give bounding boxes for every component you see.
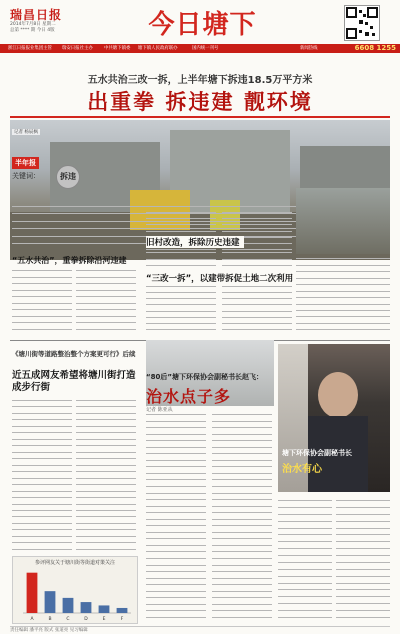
chart-bar bbox=[117, 608, 128, 613]
article-column bbox=[336, 500, 390, 618]
sidebar-keyword-label: 关键词： bbox=[12, 172, 40, 180]
article-column bbox=[146, 252, 216, 266]
nav-item: 中共塘下镇委 bbox=[104, 46, 131, 51]
chart-bar bbox=[99, 605, 110, 613]
chart-bar bbox=[63, 598, 74, 613]
article-column bbox=[12, 270, 72, 330]
sidebar-keyword: 拆违 bbox=[56, 165, 80, 189]
article-column bbox=[212, 414, 272, 618]
section-title-1: “五水共治”，重拳拆除沿河违建 bbox=[12, 256, 127, 265]
sidebar-tag-label: 半年报 bbox=[12, 157, 39, 169]
chart-bar bbox=[81, 602, 92, 613]
contact-number: 6608 1255 bbox=[354, 44, 396, 52]
divider bbox=[10, 116, 390, 118]
paper-name: 瑞昌日报 bbox=[10, 8, 63, 22]
article-column bbox=[76, 270, 136, 330]
issue-meta bbox=[10, 22, 56, 34]
chart-tick-label: E bbox=[102, 617, 106, 622]
nav-item: 国内统一刊号 bbox=[192, 46, 219, 51]
left-article-headline: 近五成网友希望将塘川街打造成步行街 bbox=[12, 370, 136, 393]
mid-article-headline: 治水点子多 bbox=[146, 387, 232, 406]
portrait-photo bbox=[278, 344, 390, 492]
nav-item: 瑞安日报社主办 bbox=[62, 46, 93, 51]
portrait-caption-a: 塘下环保协会副秘书长 bbox=[282, 449, 352, 457]
article-column bbox=[278, 500, 332, 618]
chart-bar bbox=[45, 591, 56, 613]
photo-credit: 记者 杨辰枫 bbox=[14, 130, 38, 135]
section-title-3: “三改一拆”，以建带拆促土地二次利用 bbox=[146, 274, 294, 284]
chart-tick-label: F bbox=[120, 617, 124, 622]
article-column bbox=[222, 252, 292, 266]
section-title-2: 旧村改造，拆除历史违建 bbox=[146, 236, 244, 248]
lead-kicker: 五水共治三改一拆，上半年塘下拆违18.5万平方米 bbox=[87, 75, 313, 86]
mid-article-byline: 记者 陈亚从 bbox=[146, 407, 173, 413]
chart-tick-label: C bbox=[66, 617, 70, 622]
chart-tick-label: A bbox=[30, 617, 34, 622]
article-column bbox=[296, 278, 390, 330]
mid-article-kicker: “80后”塘下环保协会副秘书长赵飞： bbox=[146, 373, 263, 381]
chart-tick-label: B bbox=[48, 617, 52, 622]
lead-headline: 出重拳 拆违建 靓环境 bbox=[87, 90, 313, 114]
qr-code-icon bbox=[344, 5, 380, 41]
bar-chart bbox=[13, 567, 137, 623]
contact-label: 新闻热线 bbox=[300, 46, 318, 51]
chart-bar bbox=[27, 573, 38, 613]
section-title: 今日塘下 bbox=[148, 10, 257, 40]
demolition-photo bbox=[296, 188, 390, 254]
chart-panel bbox=[12, 556, 138, 624]
left-article-kicker: 《塘川街等道路整治整个方案更可行》后续 bbox=[12, 350, 136, 358]
article-column bbox=[12, 400, 72, 550]
article-column bbox=[146, 286, 216, 330]
portrait-caption-b: 治水有心 bbox=[282, 464, 322, 475]
nav-bar bbox=[0, 44, 400, 53]
chart-tick-label: D bbox=[84, 617, 88, 622]
article-column bbox=[222, 286, 292, 330]
article-column bbox=[146, 414, 206, 618]
nav-item: 浙江日报报业集团主管 bbox=[8, 46, 52, 51]
chart-title: 参评网友关于塘川街等街道对策关注 bbox=[34, 560, 115, 566]
nav-item: 塘下镇人民政府联办 bbox=[138, 46, 178, 51]
footer-credit: 责任编辑 潘平亮 版式 张道亮 见习编辑 bbox=[10, 628, 88, 633]
issue-number: 总第 **** 期 今日 4版 bbox=[10, 28, 55, 33]
article-column bbox=[76, 400, 136, 550]
article-column bbox=[296, 258, 390, 272]
issue-date: 2014年7月8日 星期二 bbox=[10, 22, 56, 27]
